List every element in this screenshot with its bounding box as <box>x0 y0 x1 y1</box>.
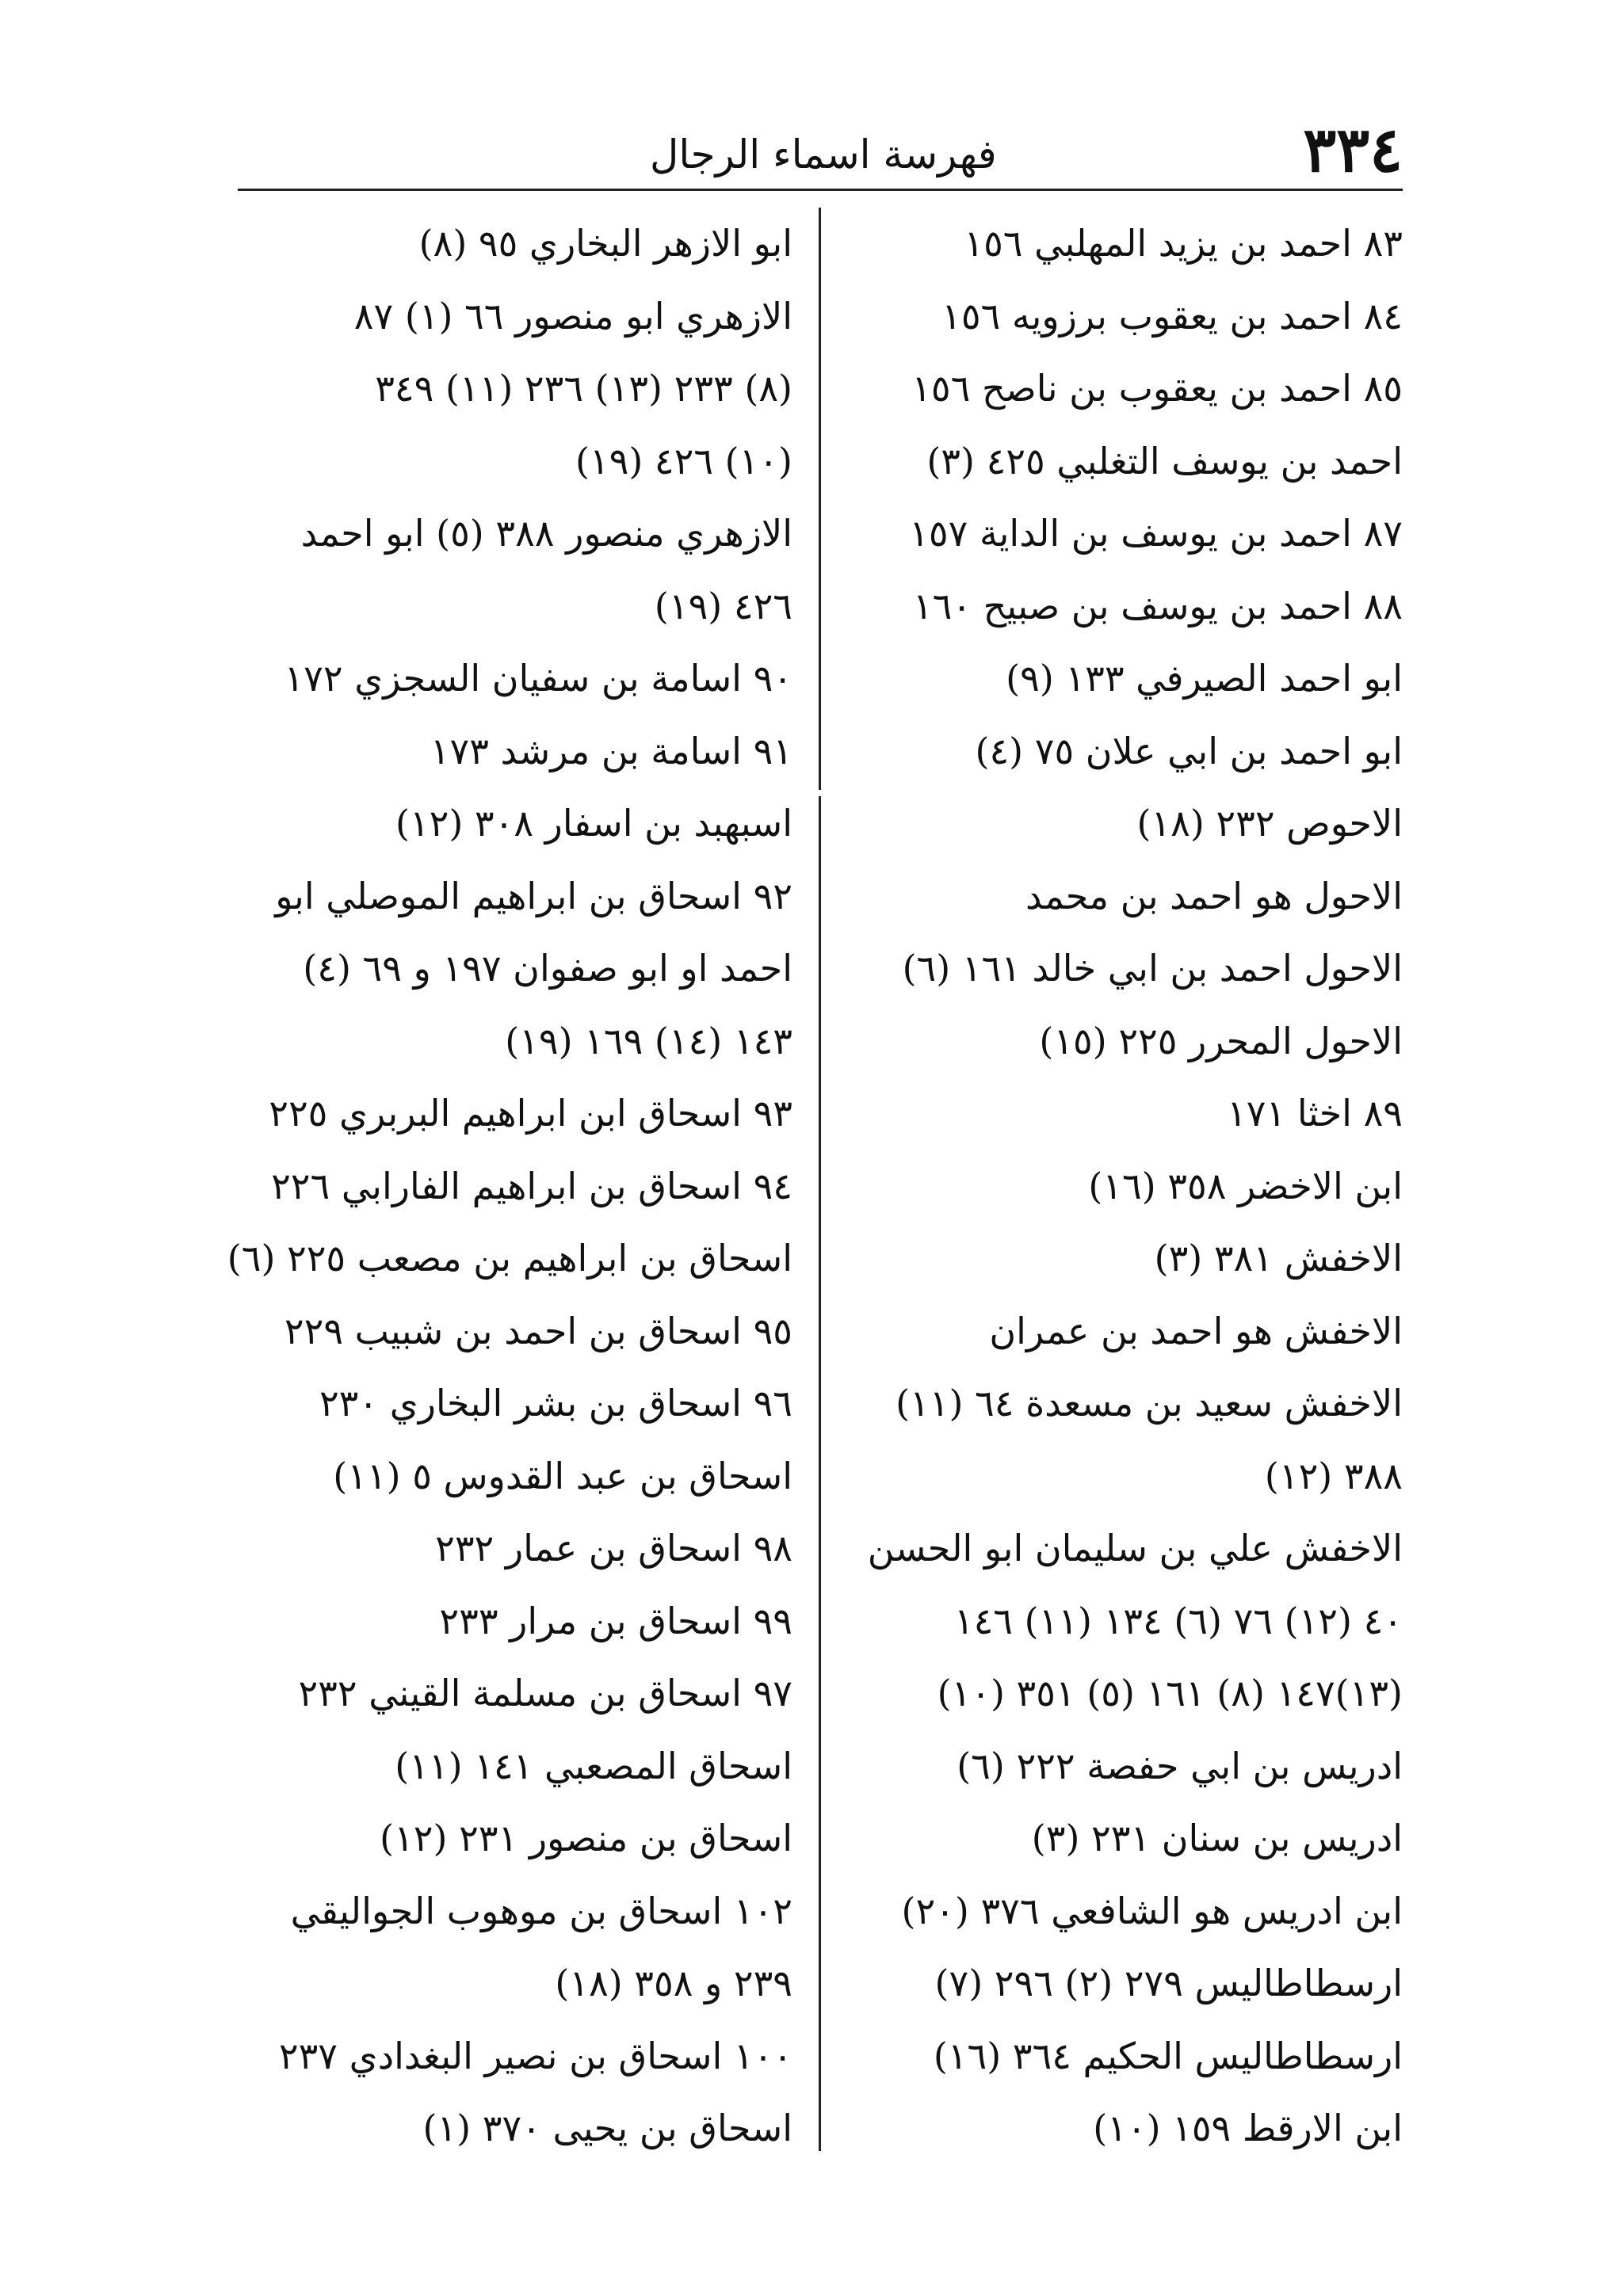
index-entry: احمد او ابو صفوان ١٩٧ و ٦٩ (٤) <box>303 947 792 990</box>
index-entry: ابو احمد الصيرفي ١٣٣ (٩) <box>1006 657 1403 700</box>
index-entry: ١٠٠ اسحاق بن نصير البغدادي ٢٣٧ <box>278 2034 792 2077</box>
index-entry: ٩٦ اسحاق بن بشر البخاري ٢٣٠ <box>319 1382 792 1425</box>
index-column-right <box>842 208 1403 2157</box>
index-entry: ٩٩ اسحاق بن مرار ٢٣٣ <box>439 1599 792 1642</box>
index-entry: ٨٩ اخثا ١٧١ <box>1227 1092 1403 1135</box>
index-entry: (١٠) ٤٢٦ (١٩) <box>575 439 792 482</box>
column-divider <box>819 796 821 2151</box>
index-entry: ابو احمد بن ابي علان ٧٥ (٤) <box>975 729 1403 772</box>
index-entry: ٨٥ احمد بن يعقوب بن ناصح ١٥٦ <box>911 367 1403 410</box>
index-entry: ادريس بن سنان ٢٣١ (٣) <box>1031 1817 1403 1859</box>
index-entry: (١٣)١٤٧ (٨) ١٦١ (٥) ٣٥١ (١٠) <box>937 1672 1403 1714</box>
index-entry: ٨٧ احمد بن يوسف بن الداية ١٥٧ <box>909 512 1403 555</box>
index-entry: الاحول المحرر ٢٢٥ (١٥) <box>1039 1019 1403 1062</box>
index-entry: اسحاق بن ابراهيم بن مصعب ٢٢٥ (٦) <box>227 1237 792 1280</box>
page-number: ٣٣٤ <box>1303 114 1403 186</box>
index-entry: ٢٣٩ و ٣٥٨ (١٨) <box>555 1962 792 2004</box>
index-entry: ٩٠ اسامة بن سفيان السجزي ١٧٢ <box>284 657 792 700</box>
index-entry: اسحاق بن منصور ٢٣١ (١٢) <box>380 1817 792 1859</box>
running-title: فهرسة اسماء الرجال <box>650 132 997 177</box>
index-entry: اسحاق بن عبد القدوس ٥ (١١) <box>333 1454 792 1497</box>
index-entry: ادريس بن ابي حفصة ٢٢٢ (٦) <box>957 1744 1403 1787</box>
index-entry: الاحول احمد بن ابي خالد ١٦١ (٦) <box>902 947 1403 990</box>
index-entry: اسحاق بن يحيى ٣٧٠ (١) <box>422 2107 792 2149</box>
index-entry: الازهري ابو منصور ٦٦ (١) ٨٧ <box>353 294 792 338</box>
index-entry: ٩٢ اسحاق بن ابراهيم الموصلي ابو <box>275 874 792 917</box>
index-entry: الاخفش سعيد بن مسعدة ٦٤ (١١) <box>896 1382 1403 1425</box>
index-entry: احمد بن يوسف التغلبي ٤٢٥ (٣) <box>926 439 1403 482</box>
index-entry: الازهري منصور ٣٨٨ (٥) ابو احمد <box>300 512 792 555</box>
index-entry: (٨) ٢٣٣ (١٣) ٢٣٦ (١١) ٣٤٩ <box>375 367 792 410</box>
index-entry: ٨٤ احمد بن يعقوب برزويه ١٥٦ <box>941 294 1403 338</box>
index-entry: ٩٣ اسحاق ابن ابراهيم البربري ٢٢٥ <box>269 1092 792 1135</box>
index-entry: ٣٨٨ (١٢) <box>1264 1454 1403 1497</box>
page-header <box>238 111 1403 190</box>
index-entry: ارسطاطاليس ٢٧٩ (٢) ٢٩٦ (٧) <box>934 1962 1403 2004</box>
index-entry: ابن الاخضر ٣٥٨ (١٦) <box>1088 1164 1403 1207</box>
index-entry: ٩٥ اسحاق بن احمد بن شبيب ٢٢٩ <box>284 1309 792 1352</box>
index-entry: الاحوص ٢٣٢ (١٨) <box>1136 802 1403 845</box>
index-entry: ارسطاطاليس الحكيم ٣٦٤ (١٦) <box>933 2034 1403 2077</box>
index-entry: ٤٠ (١٢) ٧٦ (٦) ١٣٤ (١١) ١٤٦ <box>953 1599 1403 1642</box>
index-entry: ٨٨ احمد بن يوسف بن صبيح ١٦٠ <box>912 584 1403 627</box>
index-entry: ٩٨ اسحاق بن عمار ٢٣٢ <box>435 1527 792 1569</box>
index-entry: الاحول هو احمد بن محمد <box>1025 874 1403 917</box>
index-entry: ابن الارقط ١٥٩ (١٠) <box>1093 2107 1403 2149</box>
index-entry: الاخفش هو احمد بن عمران <box>989 1309 1403 1352</box>
index-entry: ١٤٣ (١٤) ١٦٩ (١٩) <box>505 1019 792 1062</box>
index-entry: ابو الازهر البخاري ٩٥ (٨) <box>418 222 792 265</box>
index-entry: ٩١ اسامة بن مرشد ١٧٣ <box>430 729 792 772</box>
index-entry: الاخفش ٣٨١ (٣) <box>1154 1237 1403 1280</box>
index-entry: ٩٧ اسحاق بن مسلمة القيني ٢٣٢ <box>298 1672 792 1714</box>
index-entry: ٤٢٦ (١٩) <box>654 584 792 627</box>
index-entry: ٩٤ اسحاق بن ابراهيم الفارابي ٢٢٦ <box>271 1164 792 1207</box>
index-entry: اسحاق المصعبي ١٤١ (١١) <box>395 1744 792 1787</box>
index-entry: ١٠٢ اسحاق بن موهوب الجواليقي <box>290 1889 792 1932</box>
index-entry: الاخفش علي بن سليمان ابو الحسن <box>867 1527 1403 1569</box>
index-entry: ٨٣ احمد بن يزيد المهلبي ١٥٦ <box>964 222 1403 265</box>
index-entry: اسبهبد بن اسفار ٣٠٨ (١٢) <box>395 802 792 845</box>
header-rule <box>238 189 1403 191</box>
column-divider <box>819 208 821 790</box>
index-column-left <box>227 208 792 2157</box>
index-entry: ابن ادريس هو الشافعي ٣٧٦ (٢٠) <box>901 1889 1403 1932</box>
